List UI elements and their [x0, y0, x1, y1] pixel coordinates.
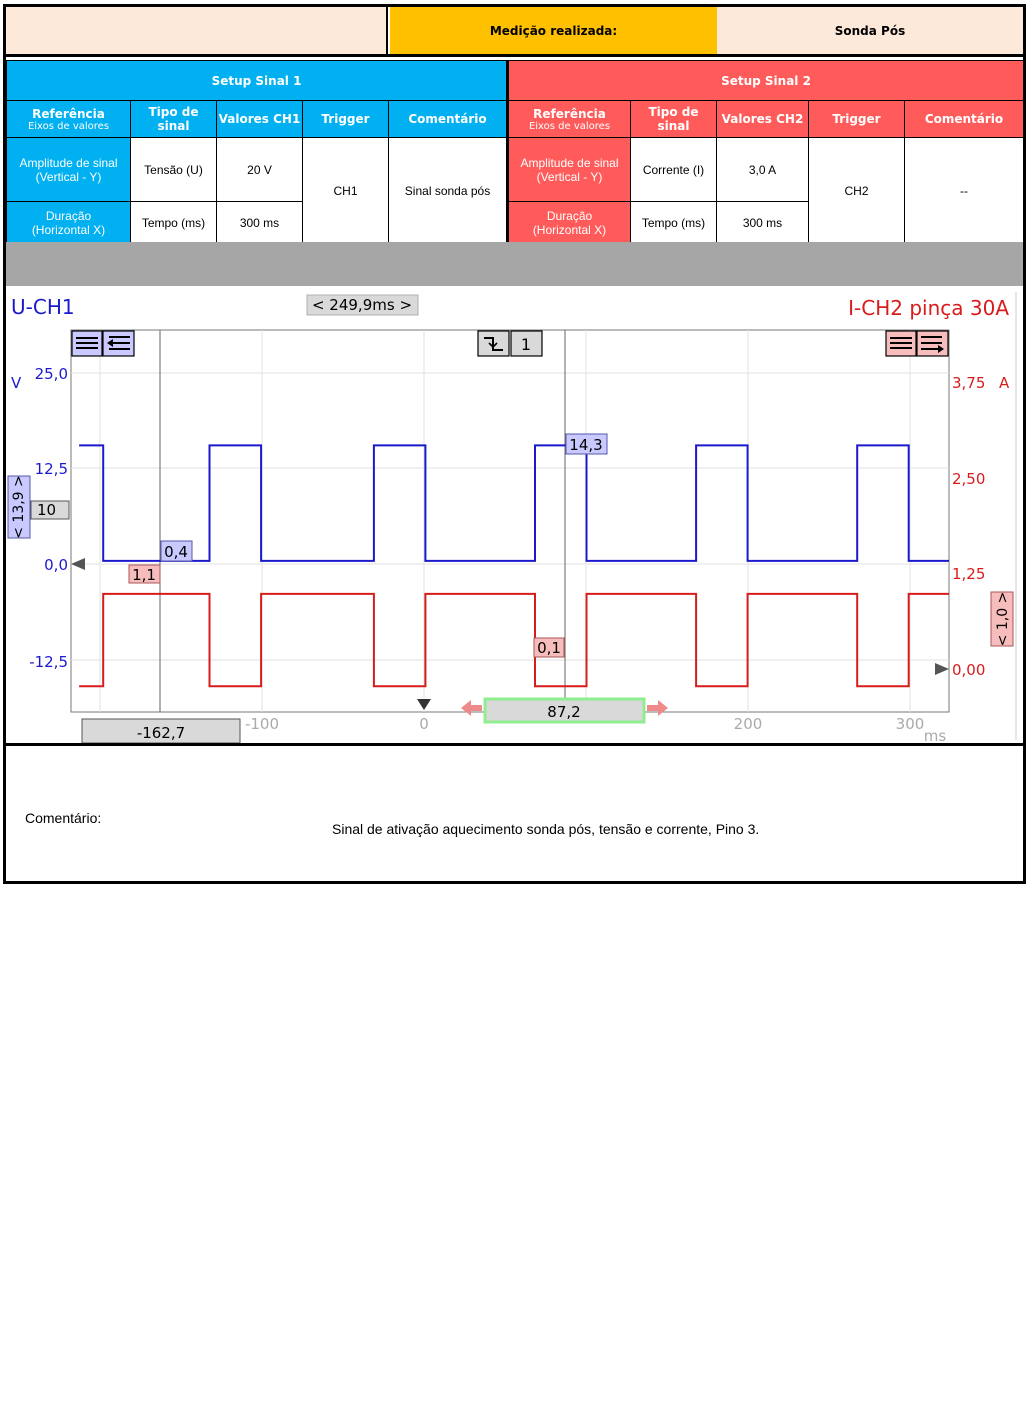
ch1-level-marker-text: 10 — [37, 501, 57, 519]
setup-1-trigger: CH1 — [303, 138, 389, 244]
comment-text: Sinal de ativação aquecimento sonda pós, tensão e corrente, Pino 3. — [332, 821, 760, 837]
measurement-blank-cell — [6, 7, 388, 54]
right-axis-unit: A — [999, 374, 1010, 392]
setup-table — [6, 60, 1024, 244]
setup-1-row-amplitude-value: 20 V — [217, 138, 303, 202]
setup-2-header-comment: Comentário — [905, 101, 1024, 138]
measurement-value: Sonda Pós — [717, 7, 1023, 54]
marker-red-low-text: 0,1 — [537, 639, 561, 657]
ch1-scale-badge-text: < 13,9 > — [11, 475, 27, 539]
setup-2-title: Setup Sinal 2 — [508, 61, 1024, 101]
setup-2-row-duration-value: 300 ms — [717, 202, 809, 244]
setup-2-trigger: CH2 — [809, 138, 905, 244]
separator-band — [6, 242, 1023, 286]
oscilloscope-panel — [6, 286, 1023, 746]
setup-2-row-amplitude-ref: Amplitude de sinal (Vertical - Y) — [508, 138, 631, 202]
measurement-row — [6, 7, 1023, 57]
ch1-menu-icon[interactable] — [72, 331, 102, 356]
left-tick-25: 25,0 — [34, 365, 68, 383]
setup-2-row-amplitude-type: Corrente (I) — [631, 138, 717, 202]
x-tick-300: 300 — [895, 715, 925, 733]
setup-2-row-duration-type: Tempo (ms) — [631, 202, 717, 244]
comment-label: Comentário: — [25, 810, 102, 826]
setup-1-row-duration-type: Tempo (ms) — [131, 202, 217, 244]
setup-1-comment: Sinal sonda pós — [389, 138, 508, 244]
report-sheet — [3, 4, 1026, 884]
setup-2-header-trigger: Trigger — [809, 101, 905, 138]
right-tick-1-25: 1,25 — [952, 565, 986, 583]
ch1-scroll-icon[interactable] — [103, 331, 134, 356]
setup-2-header-ref: Referência Eixos de valores — [508, 101, 631, 138]
setup-1-header-comment: Comentário — [389, 101, 508, 138]
ch1-label: U-CH1 — [11, 295, 75, 319]
cursor-delta-text: < 249,9ms > — [311, 296, 413, 314]
cursor-left-value: -162,7 — [136, 724, 186, 742]
ch2-scroll-icon[interactable] — [917, 331, 948, 356]
ch2-label: I-CH2 pinça 30A — [848, 296, 1009, 320]
x-tick-200: 200 — [733, 715, 763, 733]
setup-1-header-ref: Referência Eixos de valores — [7, 101, 131, 138]
setup-1-header-values: Valores CH1 — [217, 101, 303, 138]
x-axis-unit: ms — [923, 727, 947, 745]
marker-red-high-text: 1,1 — [132, 566, 156, 584]
setup-1-header-type: Tipo de sinal — [131, 101, 217, 138]
setup-1-row-duration-ref: Duração (Horizontal X) — [7, 202, 131, 244]
ch2-menu-icon[interactable] — [886, 331, 916, 356]
ch2-scale-badge-text: < 1,0 > — [995, 591, 1011, 647]
setup-1-title: Setup Sinal 1 — [7, 61, 508, 101]
setup-2-row-duration-ref: Duração (Horizontal X) — [508, 202, 631, 244]
measurement-label: Medição realizada: — [390, 7, 717, 54]
left-axis-unit: V — [11, 374, 22, 392]
x-tick-0: 0 — [419, 715, 429, 733]
setup-1-row-amplitude-ref: Amplitude de sinal (Vertical - Y) — [7, 138, 131, 202]
left-tick-12-5: 12,5 — [34, 460, 68, 478]
oscilloscope-svg — [6, 286, 1023, 746]
marker-blue-low-text: 0,4 — [164, 543, 188, 561]
setup-2-header-type: Tipo de sinal — [631, 101, 717, 138]
setup-1-row-amplitude-type: Tensão (U) — [131, 138, 217, 202]
right-tick-0-00: 0,00 — [952, 661, 986, 679]
trigger-channel-text: 1 — [520, 335, 532, 354]
setup-2-comment: -- — [905, 138, 1024, 244]
plot-area — [71, 330, 949, 712]
trigger-edge-icon[interactable] — [478, 331, 509, 356]
right-tick-3-75: 3,75 — [952, 374, 986, 392]
right-tick-2-50: 2,50 — [952, 470, 986, 488]
x-tick-minus-100: -100 — [244, 715, 280, 733]
marker-blue-high-text: 14,3 — [569, 436, 603, 454]
setup-2-row-amplitude-value: 3,0 A — [717, 138, 809, 202]
setup-1-row-duration-value: 300 ms — [217, 202, 303, 244]
setup-2-header-values: Valores CH2 — [717, 101, 809, 138]
cursor-right-value: 87,2 — [547, 703, 581, 721]
setup-1-header-trigger: Trigger — [303, 101, 389, 138]
left-tick-0: 0,0 — [44, 556, 68, 574]
left-tick-minus-12-5: -12,5 — [29, 653, 68, 671]
